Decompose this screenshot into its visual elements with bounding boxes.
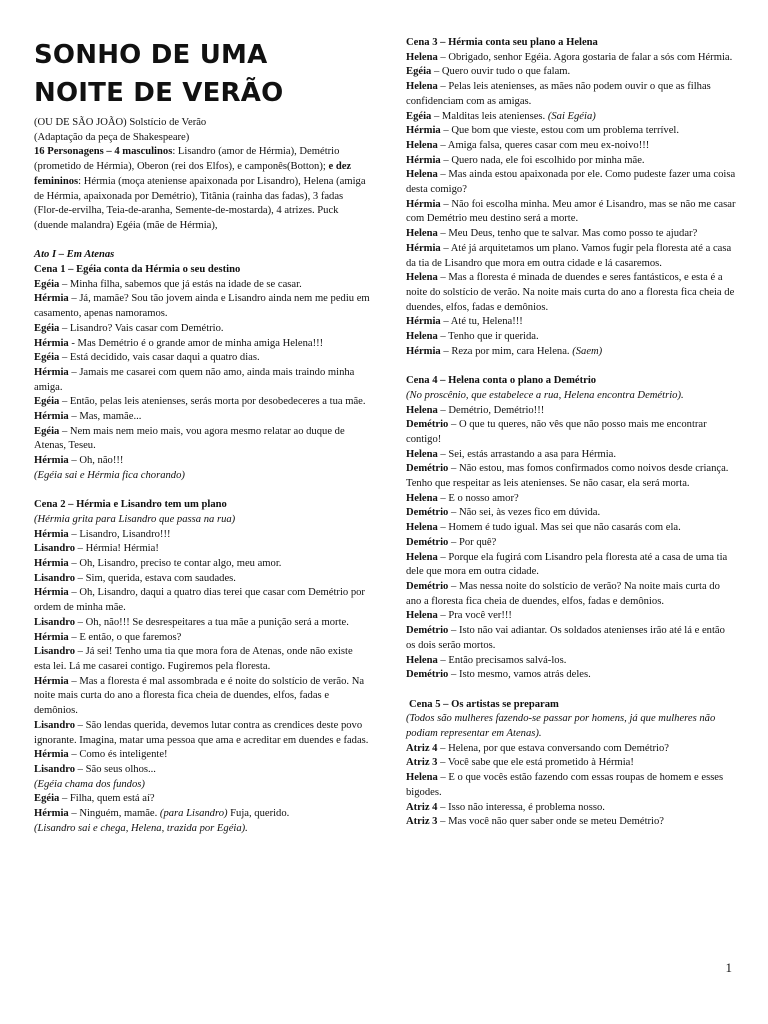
dialogue-line bbox=[406, 65, 736, 80]
line-text: – Isto não vai adiantar. Os soldados atenienses irão até lá e então os dois serão mortos. bbox=[406, 625, 725, 651]
line-text: – Ninguém, mamãe. bbox=[68, 808, 160, 820]
dialogue-line bbox=[406, 227, 736, 242]
line-text: – Quero ouvir tudo o que falam. bbox=[431, 66, 571, 78]
dialogue-line bbox=[34, 366, 370, 395]
scene-5-title: Cena 5 – Os artistas se preparam bbox=[409, 698, 559, 710]
dialogue-line bbox=[406, 80, 736, 109]
dialogue-line bbox=[406, 315, 736, 330]
line-text: – Sim, querida, estava com saudades. bbox=[75, 572, 236, 584]
line-text: – Até tu, Helena!!! bbox=[440, 316, 523, 328]
line-text: – Oh, Lisandro, daqui a quatro dias terei que casar com Demétrio por ordem de minha mãe. bbox=[34, 587, 365, 614]
speaker-name: Demétrio bbox=[406, 507, 449, 519]
dialogue-line bbox=[34, 425, 370, 454]
line-text: – E o que vocês estão fazendo com essas roupas de homem e esses bigodes. bbox=[406, 772, 724, 798]
dialogue-line bbox=[406, 654, 736, 669]
speaker-name: Hérmia bbox=[406, 345, 441, 357]
dialogue-line bbox=[34, 278, 370, 293]
line-text: – Oh, não!!! bbox=[68, 455, 124, 467]
speaker-name: Atriz 3 bbox=[406, 816, 438, 828]
speaker-name: Lisandro bbox=[34, 646, 76, 658]
dialogue-line bbox=[406, 330, 736, 345]
play-title bbox=[34, 36, 370, 112]
line-text: Fuja, querido. bbox=[227, 808, 290, 820]
line-text: – Isso não interessa, é problema nosso. bbox=[437, 801, 605, 813]
dialogue-line bbox=[34, 337, 370, 352]
speaker-name: Lisandro bbox=[34, 719, 76, 731]
speaker-name: Demétrio bbox=[406, 581, 449, 592]
dialogue-line bbox=[34, 572, 370, 587]
speaker-name: Egéia bbox=[34, 793, 60, 805]
speaker-name: Egéia bbox=[34, 425, 60, 437]
speaker-name: Egéia bbox=[34, 322, 60, 334]
dialogue-line bbox=[406, 154, 736, 169]
speaker-name: Hérmia bbox=[34, 293, 69, 305]
line-text: – Isto mesmo, vamos atrás deles. bbox=[448, 669, 591, 681]
dialogue-line bbox=[34, 542, 370, 557]
speaker-name: Lisandro bbox=[34, 543, 76, 555]
dialogue-line bbox=[34, 763, 370, 778]
dialogue-line bbox=[406, 404, 736, 419]
line-text: – Pelas leis atenienses, as mães não podem ouvir o que as filhas confidenciam com as amigas. bbox=[406, 81, 711, 107]
dialogue-line bbox=[406, 771, 736, 800]
dialogue-line bbox=[406, 624, 736, 653]
line-text: – Como és inteligente! bbox=[68, 749, 168, 761]
dialogue-line bbox=[34, 719, 370, 748]
line-text: – Está decidido, vais casar daqui a quatro dias. bbox=[59, 352, 260, 364]
stage-direction: (No proscênio, que estabelece a rua, Helena encontra Demétrio). bbox=[406, 389, 684, 401]
dialogue-line bbox=[406, 168, 736, 197]
speaker-name: Helena bbox=[406, 272, 438, 284]
speaker-name: Atriz 3 bbox=[406, 757, 438, 769]
cast-male: : Lisandro (amor de Hérmia), Demétrio (prometido de Hérmia), Oberon (rei dos Elfos), e camponês(Botton); bbox=[34, 146, 340, 173]
stage-direction: (Lisandro sai e chega, Helena, trazida por Egéia). bbox=[34, 822, 248, 834]
speaker-name: Helena bbox=[406, 551, 438, 563]
dialogue-line bbox=[406, 815, 736, 830]
cast-female-label: e dez femininos bbox=[34, 161, 352, 187]
line-text: – Quero nada, ele foi escolhido por minha mãe. bbox=[440, 154, 645, 166]
speaker-name: Hérmia bbox=[34, 749, 69, 761]
speaker-name: Helena bbox=[406, 51, 438, 63]
speaker-name: Egéia bbox=[34, 396, 60, 408]
dialogue-line bbox=[34, 322, 370, 337]
line-text: – Não sei, às vezes fico em dúvida. bbox=[448, 507, 601, 519]
line-text: – E então, o que faremos? bbox=[68, 631, 182, 643]
title-line-2: NOITE DE VERÃO bbox=[34, 78, 284, 108]
scene-3-lines-a bbox=[406, 51, 736, 110]
speaker-name: Helena bbox=[406, 228, 438, 240]
line-text: – Lisandro, Lisandro!!! bbox=[68, 528, 171, 540]
line-text: – Amiga falsa, queres casar com meu ex-noivo!!! bbox=[437, 139, 650, 151]
speaker-name: Helena bbox=[406, 772, 438, 784]
stage-direction: (Egéia sai e Hérmia fica chorando) bbox=[34, 469, 185, 481]
scene-2-lines bbox=[34, 528, 370, 778]
dialogue-line bbox=[34, 557, 370, 572]
speaker-name: Hérmia bbox=[34, 631, 69, 643]
dialogue-line bbox=[406, 580, 736, 609]
scene-2-lines-b bbox=[34, 792, 370, 807]
aside: (para Lisandro) bbox=[159, 808, 228, 820]
line-text: – Demétrio, Demétrio!!! bbox=[437, 404, 545, 416]
dialogue-line bbox=[406, 801, 736, 816]
speaker-name: Helena bbox=[406, 404, 438, 416]
dialogue-line bbox=[406, 742, 736, 757]
line-text: - Mas Demétrio é o grande amor de minha amiga Helena!!! bbox=[68, 337, 324, 349]
line-text: – Tenho que ir querida. bbox=[437, 331, 539, 343]
scene-4-lines bbox=[406, 404, 736, 683]
line-text: – Porque ela fugirá com Lisandro pela floresta até a casa de uma tia dele que mora em outra cidade. bbox=[406, 551, 728, 578]
dialogue-line bbox=[34, 586, 370, 615]
line-text: – Que bom que vieste, estou com um problema terrível. bbox=[440, 125, 680, 137]
speaker-name: Atriz 4 bbox=[406, 801, 438, 813]
line-text: – Já sei! Tenho uma tia que mora fora de Atenas, onde não existe esta lei. Lá me casarei contigo. Fugiremos pela floresta. bbox=[34, 646, 353, 672]
speaker-name: Hérmia bbox=[34, 455, 69, 467]
dialogue-line bbox=[406, 110, 736, 125]
line-text: – O que tu queres, não vês que não posso mais me encontrar contigo! bbox=[406, 419, 707, 445]
scene-3-lines-b bbox=[406, 124, 736, 345]
scene-3-title: Cena 3 – Hérmia conta seu plano a Helena bbox=[406, 37, 598, 48]
speaker-name: Lisandro bbox=[34, 616, 76, 628]
line-text: – Sei, estás arrastando a asa para Hérmia. bbox=[437, 448, 617, 460]
line-text: – Então, pelas leis atenienses, serás morta por desobedeceres a tua mãe. bbox=[59, 396, 366, 408]
speaker-name: Demétrio bbox=[406, 536, 449, 548]
dialogue-line bbox=[406, 124, 736, 139]
speaker-name: Egéia bbox=[34, 278, 60, 290]
title-line-1: SONHO DE UMA bbox=[34, 40, 268, 70]
dialogue-line bbox=[406, 609, 736, 624]
speaker-name: Hérmia bbox=[34, 808, 69, 820]
dialogue-line bbox=[406, 492, 736, 507]
line-text: – Helena, por que estava conversando com Demétrio? bbox=[437, 742, 669, 754]
cast-female: : Hérmia (moça ateniense apaixonada por Lisandro), Helena (amiga de Hérmia, apaixonada por Demétrio), Titânia (rainha das fadas), 3 fadas (Flor-de-ervilha, Teia-de-aranha, Semente-de-mostarda), 4 atrizes. Puck (duende malandra) Egéia (mãe de Hérmia), bbox=[34, 175, 366, 231]
scene-5-lines bbox=[406, 742, 736, 830]
cast-count: 16 Personagens – 4 masculinos bbox=[34, 146, 173, 158]
speaker-name: Hérmia bbox=[406, 154, 441, 166]
line-text: – Reza por mim, cara Helena. bbox=[440, 345, 573, 357]
dialogue-line bbox=[406, 51, 736, 66]
speaker-name: Hérmia bbox=[34, 558, 69, 570]
dialogue-line bbox=[406, 271, 736, 315]
aside: (Sai Egéia) bbox=[547, 110, 596, 122]
line-text: – São seus olhos... bbox=[75, 763, 156, 775]
line-text: – Nem mais nem meio mais, vou agora mesmo relatar ao duque de Atenas, Teseu. bbox=[34, 425, 345, 452]
scene-1-title: Cena 1 – Egéia conta da Hérmia o seu destino bbox=[34, 264, 241, 276]
speaker-name: Egéia bbox=[406, 66, 432, 78]
scene-2-title: Cena 2 – Hérmia e Lisandro tem um plano bbox=[34, 499, 227, 511]
speaker-name: Atriz 4 bbox=[406, 742, 438, 754]
stage-direction: (Egéia chama dos fundos) bbox=[34, 778, 145, 790]
speaker-name: Hérmia bbox=[406, 125, 441, 137]
dialogue-line bbox=[34, 807, 370, 822]
speaker-name: Hérmia bbox=[34, 411, 69, 423]
dialogue-line bbox=[406, 668, 736, 683]
dialogue-line bbox=[406, 506, 736, 521]
dialogue-line bbox=[34, 410, 370, 425]
speaker-name: Helena bbox=[406, 139, 438, 151]
speaker-name: Helena bbox=[406, 331, 438, 343]
left-column bbox=[34, 36, 370, 836]
dialogue-line bbox=[406, 462, 736, 491]
speaker-name: Demétrio bbox=[406, 669, 449, 681]
line-text: – Você sabe que ele está prometido à Hérmia! bbox=[437, 757, 634, 769]
speaker-name: Helena bbox=[406, 81, 438, 93]
line-text: – E o nosso amor? bbox=[437, 492, 519, 504]
speaker-name: Hérmia bbox=[34, 675, 69, 687]
dialogue-line bbox=[34, 351, 370, 366]
cast-list bbox=[34, 145, 370, 233]
dialogue-line bbox=[34, 631, 370, 646]
line-text: – Já, mamãe? Sou tão jovem ainda e Lisandro ainda nem me pediu em casamento, apenas namoramos. bbox=[34, 293, 370, 320]
dialogue-line bbox=[406, 536, 736, 551]
line-text: – Não foi escolha minha. Meu amor é Lisandro, mas se não me casar com Demétrio meu destino será a morte. bbox=[406, 198, 736, 225]
scene-4-title: Cena 4 – Helena conta o plano a Demétrio bbox=[406, 375, 597, 387]
stage-direction: (Todos são mulheres fazendo-se passar por homens, já que mulheres não podiam representar em Atenas). bbox=[406, 713, 716, 740]
speaker-name: Hérmia bbox=[406, 242, 441, 254]
speaker-name: Helena bbox=[406, 448, 438, 460]
line-text: – Homem é tudo igual. Mas sei que não casarás com ela. bbox=[437, 522, 681, 534]
right-column bbox=[406, 36, 736, 830]
stage-direction: (Hérmia grita para Lisandro que passa na rua) bbox=[34, 513, 236, 525]
line-text: – Mas, mamãe... bbox=[68, 411, 142, 423]
line-text: – Mas a floresta é mal assombrada e é noite do solstício de verão. Na noite mais curta do ano a floresta fica cheia de duendes, elfos, fadas e demônios. bbox=[34, 675, 365, 717]
line-text: – Mas você não quer saber onde se meteu Demétrio? bbox=[437, 816, 664, 828]
speaker-name: Helena bbox=[406, 169, 438, 181]
adaptation-note: (Adaptação da peça de Shakespeare) bbox=[34, 131, 190, 143]
dialogue-line bbox=[406, 448, 736, 463]
dialogue-line bbox=[34, 645, 370, 674]
scene-1-lines bbox=[34, 278, 370, 469]
dialogue-line bbox=[406, 242, 736, 271]
line-text: – Mas a floresta é minada de duendes e seres fantásticos, e esta é a noite do solstício de verão. Na noite mais curta do ano a floresta fica cheia de duendes, elfos, fadas e demônios. bbox=[406, 272, 735, 313]
line-text: – Malditas leis atenienses. bbox=[431, 110, 548, 122]
speaker-name: Hérmia bbox=[34, 587, 69, 599]
dialogue-line bbox=[406, 521, 736, 536]
dialogue-line bbox=[34, 792, 370, 807]
speaker-name: Hérmia bbox=[406, 316, 441, 328]
dialogue-line bbox=[34, 395, 370, 410]
speaker-name: Demétrio bbox=[406, 625, 449, 637]
speaker-name: Lisandro bbox=[34, 763, 76, 775]
speaker-name: Helena bbox=[406, 492, 438, 504]
line-text: – Então precisamos salvá-los. bbox=[437, 654, 567, 666]
subtitle: (OU DE SÃO JOÃO) Solstício de Verão bbox=[34, 117, 207, 128]
speaker-name: Hérmia bbox=[406, 198, 441, 210]
speaker-name: Egéia bbox=[34, 352, 60, 364]
dialogue-line bbox=[406, 139, 736, 154]
dialogue-line bbox=[406, 551, 736, 580]
line-text: – Não estou, mas fomos confirmados como noivos desde criança. Tenho que respeitar as leis atenienses. Se não casar, ela será morta. bbox=[406, 463, 729, 490]
dialogue-line bbox=[34, 454, 370, 469]
speaker-name: Lisandro bbox=[34, 572, 76, 584]
line-text: – Jamais me casarei com quem não amo, ainda mais traindo minha amiga. bbox=[34, 366, 355, 393]
line-text: – Lisandro? Vais casar com Demétrio. bbox=[59, 322, 224, 334]
dialogue-line bbox=[34, 528, 370, 543]
line-text: – Obrigado, senhor Egéia. Agora gostaria de falar a sós com Hérmia. bbox=[437, 51, 733, 63]
line-text: – Mas nessa noite do solstício de verão? Na noite mais curta do ano a floresta fica cheia de duendes, elfos, fadas e demônios. bbox=[406, 581, 720, 607]
aside: (Saem) bbox=[572, 345, 603, 357]
dialogue-line bbox=[34, 748, 370, 763]
speaker-name: Demétrio bbox=[406, 419, 449, 431]
dialogue-line bbox=[34, 292, 370, 321]
act-heading: Ato I – Em Atenas bbox=[34, 249, 115, 261]
speaker-name: Helena bbox=[406, 654, 438, 666]
speaker-name: Demétrio bbox=[406, 463, 449, 475]
speaker-name: Hérmia bbox=[34, 337, 69, 349]
dialogue-line bbox=[34, 616, 370, 631]
line-text: – Pra você ver!!! bbox=[437, 610, 512, 622]
line-text: – São lendas querida, devemos lutar contra as crendices deste povo ignorante. Imagina, matar uma pessoa que ama e acreditar em duendes e fadas. bbox=[34, 719, 369, 746]
dialogue-line bbox=[406, 198, 736, 227]
line-text: – Até já arquitetamos um plano. Vamos fugir pela floresta até a casa da tia de Lisandro que mora em outra cidade e lá casaremos. bbox=[406, 242, 732, 269]
page-number: 1 bbox=[725, 960, 732, 975]
speaker-name: Egéia bbox=[406, 110, 432, 122]
line-text: – Por quê? bbox=[448, 536, 497, 548]
speaker-name: Helena bbox=[406, 610, 438, 622]
line-text: – Minha filha, sabemos que já estás na idade de se casar. bbox=[59, 278, 302, 290]
dialogue-line bbox=[406, 345, 736, 360]
line-text: – Filha, quem está aí? bbox=[59, 793, 155, 805]
dialogue-line bbox=[406, 418, 736, 447]
dialogue-line bbox=[34, 675, 370, 719]
speaker-name: Hérmia bbox=[34, 528, 69, 540]
line-text: – Oh, Lisandro, preciso te contar algo, meu amor. bbox=[68, 558, 282, 570]
line-text: – Hérmia! Hérmia! bbox=[75, 543, 159, 555]
speaker-name: Hérmia bbox=[34, 366, 69, 378]
line-text: – Oh, não!!! Se desrespeitares a tua mãe a punição será a morte. bbox=[75, 616, 349, 628]
line-text: – Meu Deus, tenho que te salvar. Mas como posso te ajudar? bbox=[437, 228, 698, 240]
speaker-name: Helena bbox=[406, 522, 438, 534]
dialogue-line bbox=[406, 756, 736, 771]
line-text: – Mas ainda estou apaixonada por ele. Como pudeste fazer uma coisa desta comigo? bbox=[406, 169, 736, 196]
